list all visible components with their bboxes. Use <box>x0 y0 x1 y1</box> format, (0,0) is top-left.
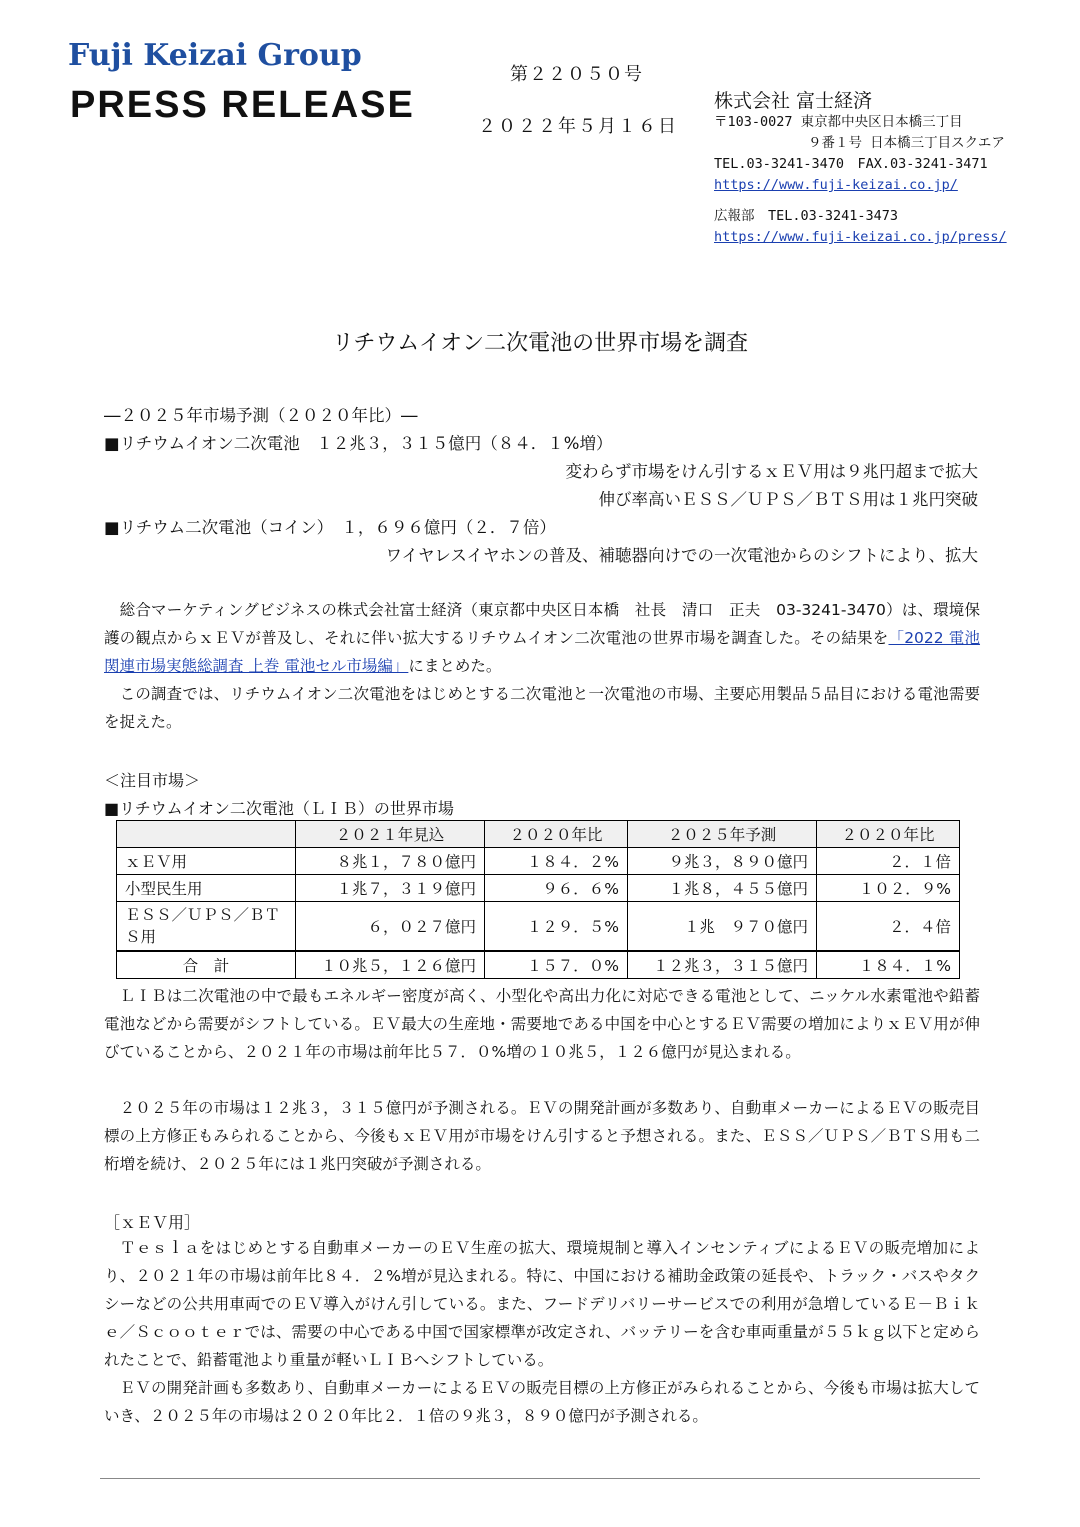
table-header-cell: ２０２０年比 <box>485 821 628 848</box>
address-line-2: ９番１号 日本橋三丁目スクエア <box>808 135 1005 151</box>
table-cell: ＥＳＳ／ＵＰＳ／ＢＴＳ用 <box>117 902 296 952</box>
xev-paragraph-1: Ｔｅｓｌａをはじめとする自動車メーカーのＥＶ生産の拡大、環境規制と導入インセンティブによるＥＶの販売増加により、２０２１年の市場は前年比８４．２%増が見込まれる。特に、中国における補助金政策の延長や、トラック・バスやタクシーなどの公共用車両でのＥＶ導入がけん引している。また、フードデリバリーサービスでの利用が急増しているＥ－Ｂｉｋｅ／Ｓｃｏｏｔｅｒでは、需要の中心である中国で国家標準が改定され、バッテリーを含む車両重量が５５ｋｇ以下と定められたことで、鉛蓄電池より重量が軽いＬＩＢへシフトしている。 <box>104 1239 980 1369</box>
table-cell: １８４．２% <box>485 848 628 875</box>
lib-highlight: ■リチウムイオン二次電池 １２兆３，３１５億円（８４．１%増） <box>104 434 613 453</box>
table-cell: １兆７，３１９億円 <box>296 875 485 902</box>
press-release-title: PRESS RELEASE <box>70 84 415 126</box>
intro-paragraph-1 <box>104 596 980 680</box>
focus-heading: ＜注目市場＞ <box>104 771 201 790</box>
lib-market-table <box>116 820 960 979</box>
table-cell: １０２．９% <box>817 875 960 902</box>
table-cell: ９兆３，８９０億円 <box>628 848 817 875</box>
table-cell: １８４．１% <box>817 951 960 979</box>
pr-tel: 広報部 TEL.03-3241-3473 <box>714 208 899 224</box>
table-header-cell: ２０２５年予測 <box>628 821 817 848</box>
pr-department <box>714 206 1007 248</box>
table-cell: ８兆１，７８０億円 <box>296 848 485 875</box>
table-header-row <box>117 821 960 848</box>
table-cell: １０兆５，１２６億円 <box>296 951 485 979</box>
table-cell: １２９．５% <box>485 902 628 952</box>
footer-divider <box>100 1478 980 1479</box>
table-header-cell <box>117 821 296 848</box>
lib-paragraph-2: ２０２５年の市場は１２兆３，３１５億円が予測される。ＥＶの開発計画が多数あり、自動車メーカーによるＥＶの販売目標の上方修正もみられることから、今後もｘＥＶ用が市場をけん引すると予想される。また、ＥＳＳ／ＵＰＳ／ＢＴＳ用も二桁増を続け、２０２５年には１兆円突破が予測される。 <box>104 1099 980 1173</box>
xev-heading: ［ｘＥＶ用］ <box>104 1213 201 1232</box>
lib-subpoint-1: 変わらず市場をけん引するｘＥＶ用は９兆円超まで拡大 <box>565 462 978 481</box>
release-date: ２０２２年５月１６日 <box>478 116 678 137</box>
tel-fax: TEL.03-3241-3470 FAX.03-3241-3471 <box>714 156 988 172</box>
company-url-link[interactable]: https://www.fuji-keizai.co.jp/ <box>714 177 958 193</box>
table-row <box>117 848 960 875</box>
table-cell: 合 計 <box>117 951 296 979</box>
xev-paragraph-2: ＥＶの開発計画も多数あり、自動車メーカーによるＥＶの販売目標の上方修正がみられることから、今後も市場は拡大していき、２０２５年の市場は２０２０年比２．１倍の９兆３，８９０億円が予測される。 <box>104 1379 980 1425</box>
company-address <box>714 112 1005 196</box>
press-url-link[interactable]: https://www.fuji-keizai.co.jp/press/ <box>714 229 1007 245</box>
issue-number: 第２２０５０号 <box>510 64 643 85</box>
table-total-row <box>117 951 960 979</box>
table-cell: 小型民生用 <box>117 875 296 902</box>
report-title-link[interactable]: 「2022 電池関連市場実態総調査 上巻 電池セル市場編」 <box>104 629 981 675</box>
table-header-cell: ２０２１年見込 <box>296 821 485 848</box>
table-cell: １５７．０% <box>485 951 628 979</box>
table-cell: １２兆３，３１５億円 <box>628 951 817 979</box>
table-row <box>117 902 960 952</box>
forecast-heading: ―２０２５年市場予測（２０２０年比）― <box>104 406 418 425</box>
lib-subpoint-2: 伸び率高いＥＳＳ／ＵＰＳ／ＢＴＳ用は１兆円突破 <box>598 490 978 509</box>
table-cell: ｘＥＶ用 <box>117 848 296 875</box>
table-cell: ９６．６% <box>485 875 628 902</box>
table-cell: ６，０２７億円 <box>296 902 485 952</box>
company-name: 株式会社 富士経済 <box>714 90 873 112</box>
table-row <box>117 875 960 902</box>
intro-text-a: 総合マーケティングビジネスの株式会社富士経済（東京都中央区日本橋 社長 清口 正夫 03-3241-3470）は、環境保護の観点からｘＥＶが普及し、それに伴い拡大するリチウムイオン二次電池の世界市場を調査した。その結果を <box>104 601 980 647</box>
table-cell: ２．１倍 <box>817 848 960 875</box>
table-cell: ２．４倍 <box>817 902 960 952</box>
coin-highlight: ■リチウム二次電池（コイン） １，６９６億円（２．７倍） <box>104 518 556 537</box>
intro-paragraph-2: この調査では、リチウムイオン二次電池をはじめとする二次電池と一次電池の市場、主要応用製品５品目における電池需要を捉えた。 <box>104 685 980 731</box>
document-title: リチウムイオン二次電池の世界市場を調査 <box>331 331 749 356</box>
coin-subpoint: ワイヤレスイヤホンの普及、補聴器向けでの一次電池からのシフトにより、拡大 <box>385 546 978 565</box>
address-line-1: 〒103-0027 東京都中央区日本橋三丁目 <box>714 114 963 130</box>
table-header-cell: ２０２０年比 <box>817 821 960 848</box>
table-title: ■リチウムイオン二次電池（ＬＩＢ）の世界市場 <box>104 799 454 818</box>
table-cell: １兆 ９７０億円 <box>628 902 817 952</box>
lib-paragraph-1: ＬＩＢは二次電池の中で最もエネルギー密度が高く、小型化や高出力化に対応できる電池として、ニッケル水素電池や鉛蓄電池などから需要がシフトしている。ＥＶ最大の生産地・需要地である中国を中心とするＥＶ需要の増加によりｘＥＶ用が伸びていることから、２０２１年の市場は前年比５７．０%増の１０兆５，１２６億円が見込まれる。 <box>104 987 980 1061</box>
intro-text-b: にまとめた。 <box>408 657 502 675</box>
table-cell: １兆８，４５５億円 <box>628 875 817 902</box>
company-logo: Fuji Keizai Group <box>68 38 362 73</box>
